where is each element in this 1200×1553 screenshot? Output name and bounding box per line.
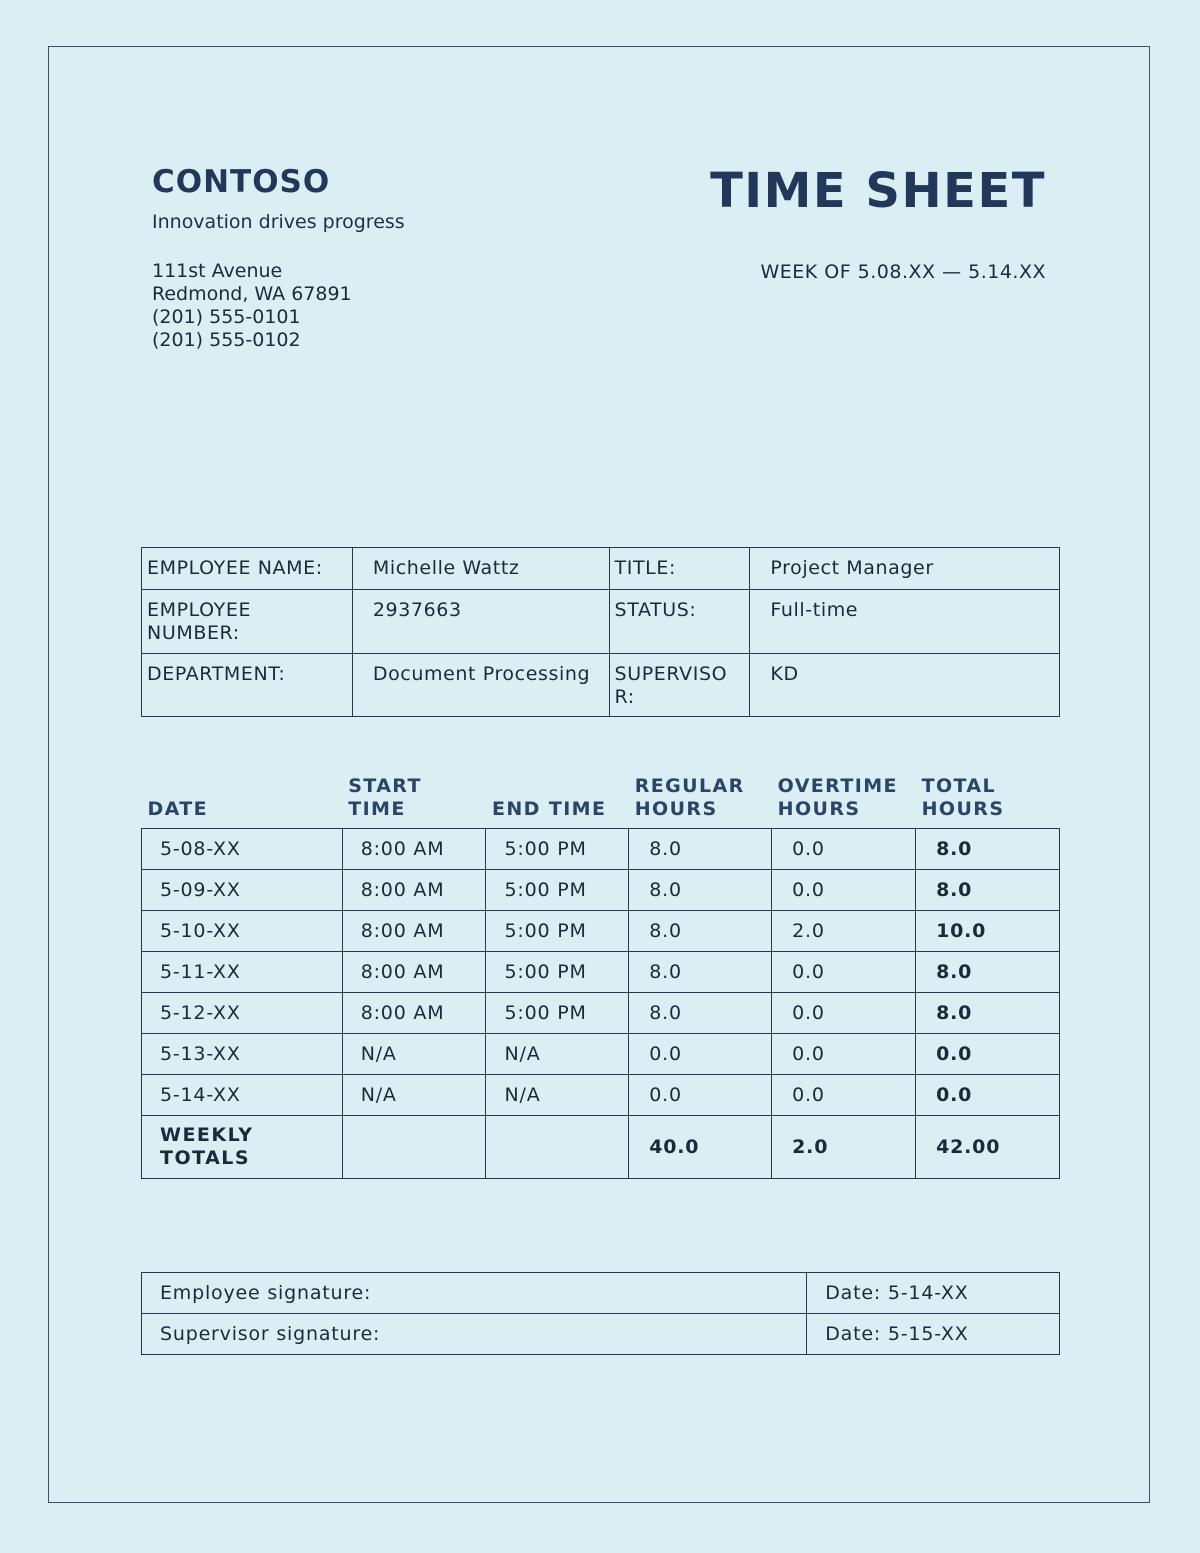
department-label: DEPARTMENT: [142,654,353,717]
status-value: Full-time [750,590,1060,654]
title-value: Project Manager [750,548,1060,590]
totals-start-time [342,1115,486,1178]
column-header-date: DATE [147,797,209,820]
cell-end-time: 5:00 PM [486,951,629,992]
employee-info-table [141,547,1060,717]
totals-total-hours: 42.00 [916,1115,1060,1178]
cell-overtime-hours: 0.0 [772,1074,916,1115]
table-row [142,1074,1060,1115]
cell-total-hours: 0.0 [916,1074,1060,1115]
cell-start-time: 8:00 AM [342,910,486,951]
employee-number-value: 2937663 [352,590,609,654]
cell-regular-hours: 8.0 [629,910,772,951]
cell-regular-hours: 8.0 [629,869,772,910]
weekly-totals-label: WEEKLY TOTALS [142,1115,343,1178]
supervisor-label: SUPERVISOR: [609,654,750,717]
cell-regular-hours: 8.0 [629,828,772,869]
cell-total-hours: 10.0 [916,910,1060,951]
cell-regular-hours: 8.0 [629,951,772,992]
totals-regular-hours: 40.0 [629,1115,772,1178]
cell-regular-hours: 0.0 [629,1033,772,1074]
cell-end-time: 5:00 PM [486,869,629,910]
cell-total-hours: 8.0 [916,828,1060,869]
cell-start-time: 8:00 AM [342,869,486,910]
department-value: Document Processing [352,654,609,717]
cell-overtime-hours: 0.0 [772,951,916,992]
signature-row [142,1314,1060,1355]
cell-date: 5-12-XX [142,992,343,1033]
week-range: WEEK OF 5.08.XX — 5.14.XX [760,261,1046,283]
signature-table [141,1272,1060,1355]
employee-name-value: Michelle Wattz [352,548,609,590]
supervisor-signature-label[interactable]: Supervisor signature: [142,1314,807,1355]
cell-end-time: 5:00 PM [486,992,629,1033]
supervisor-signature-date: Date: 5-15-XX [807,1314,1060,1355]
cell-end-time: 5:00 PM [486,828,629,869]
table-row [142,910,1060,951]
cell-date: 5-08-XX [142,828,343,869]
cell-date: 5-09-XX [142,869,343,910]
cell-start-time: N/A [342,1033,486,1074]
cell-date: 5-10-XX [142,910,343,951]
totals-overtime-hours: 2.0 [772,1115,916,1178]
info-row [142,654,1060,717]
employee-name-label: EMPLOYEE NAME: [142,548,353,590]
supervisor-value: KD [750,654,1060,717]
cell-start-time: 8:00 AM [342,992,486,1033]
weekly-totals-row [142,1115,1060,1178]
cell-end-time: N/A [486,1033,629,1074]
info-row [142,548,1060,590]
hours-header-row [142,772,1060,828]
address-line-2: Redmond, WA 67891 [152,283,352,305]
table-row [142,1033,1060,1074]
cell-overtime-hours: 2.0 [772,910,916,951]
title-label: TITLE: [609,548,750,590]
phone-2: (201) 555-0102 [152,329,301,351]
employee-signature-label[interactable]: Employee signature: [142,1273,807,1314]
cell-total-hours: 8.0 [916,951,1060,992]
cell-date: 5-13-XX [142,1033,343,1074]
cell-start-time: N/A [342,1074,486,1115]
cell-overtime-hours: 0.0 [772,992,916,1033]
column-header-total-hours: TOTAL HOURS [921,774,1005,820]
employee-signature-date: Date: 5-14-XX [807,1273,1060,1314]
cell-end-time: 5:00 PM [486,910,629,951]
company-address [152,260,352,352]
table-row [142,869,1060,910]
cell-overtime-hours: 0.0 [772,1033,916,1074]
cell-date: 5-14-XX [142,1074,343,1115]
status-label: STATUS: [609,590,750,654]
column-header-regular-hours: REGULAR HOURS [634,774,745,820]
column-header-start-time: START TIME [348,774,422,820]
table-row [142,951,1060,992]
company-tagline: Innovation drives progress [152,211,405,233]
signature-row [142,1273,1060,1314]
column-header-overtime-hours: OVERTIME HOURS [777,774,898,820]
cell-regular-hours: 0.0 [629,1074,772,1115]
cell-regular-hours: 8.0 [629,992,772,1033]
employee-number-label: EMPLOYEE NUMBER: [142,590,353,654]
cell-start-time: 8:00 AM [342,828,486,869]
cell-total-hours: 8.0 [916,869,1060,910]
table-row [142,828,1060,869]
company-name: CONTOSO [152,164,331,200]
phone-1: (201) 555-0101 [152,306,301,328]
info-row [142,590,1060,654]
table-row [142,992,1060,1033]
cell-start-time: 8:00 AM [342,951,486,992]
cell-overtime-hours: 0.0 [772,869,916,910]
column-header-end-time: END TIME [491,797,607,820]
cell-overtime-hours: 0.0 [772,828,916,869]
cell-total-hours: 0.0 [916,1033,1060,1074]
totals-end-time [486,1115,629,1178]
document-title: TIME SHEET [710,163,1046,219]
address-line-1: 111st Avenue [152,260,283,282]
cell-total-hours: 8.0 [916,992,1060,1033]
cell-end-time: N/A [486,1074,629,1115]
cell-date: 5-11-XX [142,951,343,992]
hours-table [141,772,1060,1179]
